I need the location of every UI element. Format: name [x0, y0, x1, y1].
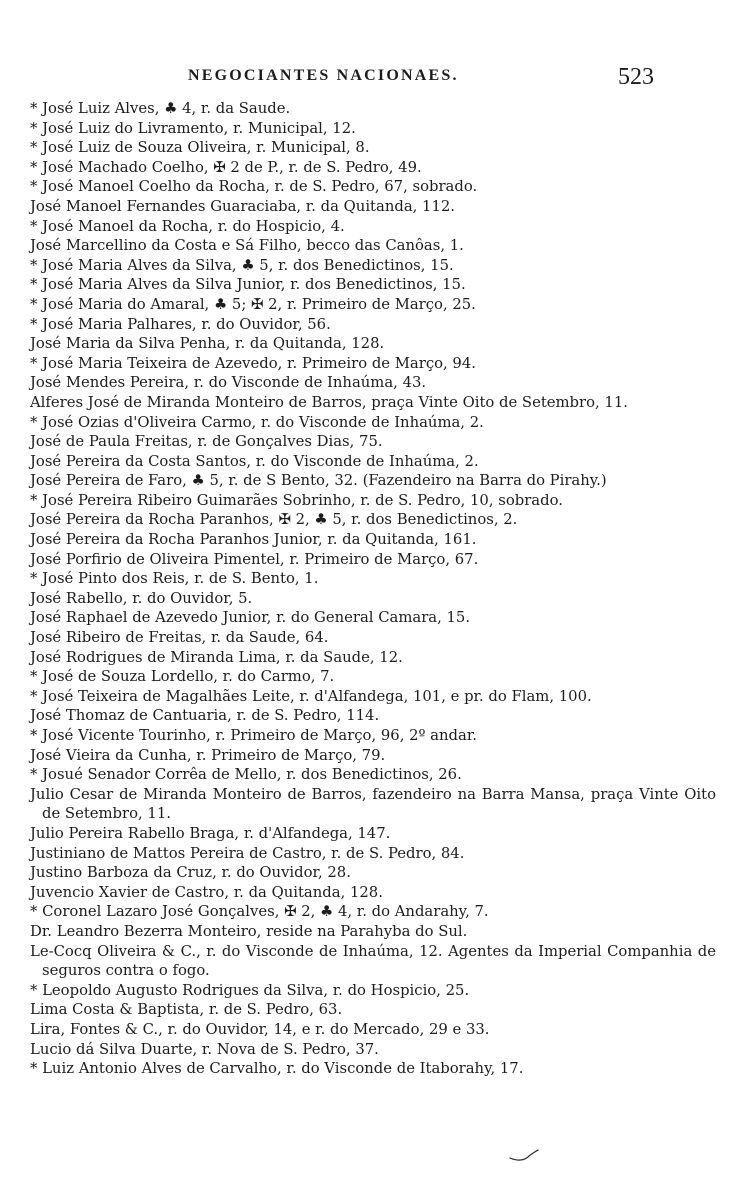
directory-entry: Julio Pereira Rabello Braga, r. d'Alfandega, 147. — [30, 824, 391, 842]
directory-entry: Justiniano de Mattos Pereira de Castro, r. de S. Pedro, 84. — [30, 844, 465, 862]
directory-entry: Julio Cesar de Miranda Monteiro de Barros, fazendeiro na Barra Mansa, praça Vinte Oito de Setembro, 11. — [30, 785, 716, 823]
directory-entry: Alferes José de Miranda Monteiro de Barros, praça Vinte Oito de Setembro, 11. — [30, 393, 628, 411]
directory-entry: Lima Costa & Baptista, r. de S. Pedro, 63. — [30, 1001, 343, 1019]
directory-entry: José Marcellino da Costa e Sá Filho, becco das Canôas, 1. — [30, 237, 464, 255]
directory-entry: * Leopoldo Augusto Rodrigues da Silva, r. do Hospicio, 25. — [30, 981, 470, 999]
directory-entry: * José Luiz do Livramento, r. Municipal, 12. — [30, 119, 356, 137]
running-head — [0, 64, 747, 95]
directory-entry: * José Machado Coelho, ✠ 2 de P., r. de S. Pedro, 49. — [30, 158, 422, 176]
directory-entry: * José Ozias d'Oliveira Carmo, r. do Visconde de Inhaúma, 2. — [30, 413, 484, 431]
page-number: 523 — [618, 64, 654, 90]
directory-entry: Juvencio Xavier de Castro, r. da Quitanda, 128. — [30, 883, 383, 901]
directory-entry: Justino Barboza da Cruz, r. do Ouvidor, 28. — [30, 864, 351, 882]
directory-entry: * José Teixeira de Magalhães Leite, r. d'Alfandega, 101, e pr. do Flam, 100. — [30, 687, 592, 705]
directory-entry: José Rabello, r. do Ouvidor, 5. — [30, 589, 253, 607]
directory-entry: José Vieira da Cunha, r. Primeiro de Março, 79. — [30, 746, 386, 764]
directory-entry: José Thomaz de Cantuaria, r. de S. Pedro, 114. — [30, 707, 380, 725]
directory-entry: José Pereira de Faro, ♣ 5, r. de S Bento, 32. (Fazendeiro na Barra do Pirahy.) — [30, 472, 607, 490]
running-title: NEGOCIANTES NACIONAES. — [188, 67, 459, 84]
directory-entry: * José Maria do Amaral, ♣ 5; ✠ 2, r. Primeiro de Março, 25. — [30, 295, 476, 313]
directory-entry: * José Manoel Coelho da Rocha, r. de S. Pedro, 67, sobrado. — [30, 178, 478, 196]
directory-entry: José Mendes Pereira, r. do Visconde de Inhaúma, 43. — [30, 374, 427, 392]
directory-entry: José Pereira da Rocha Paranhos Junior, r. da Quitanda, 161. — [30, 531, 477, 549]
directory-entry: * José Luiz Alves, ♣ 4, r. da Saude. — [30, 100, 291, 117]
directory-entry: * José Pinto dos Reis, r. de S. Bento, 1. — [30, 570, 319, 588]
directory-list — [30, 99, 716, 1079]
directory-entry: José Maria da Silva Penha, r. da Quitanda, 128. — [30, 335, 385, 353]
directory-entry: * Luiz Antonio Alves de Carvalho, r. do Visconde de Itaborahy, 17. — [30, 1060, 524, 1078]
directory-entry: * José Manoel da Rocha, r. do Hospicio, 4. — [30, 217, 345, 235]
directory-entry: * José Pereira Ribeiro Guimarães Sobrinho, r. de S. Pedro, 10, sobrado. — [30, 491, 563, 509]
directory-entry: * José Maria Alves da Silva, ♣ 5, r. dos Benedictinos, 15. — [30, 256, 454, 274]
directory-entry: * José Maria Teixeira de Azevedo, r. Primeiro de Março, 94. — [30, 354, 476, 372]
directory-entry: Lucio dá Silva Duarte, r. Nova de S. Pedro, 37. — [30, 1040, 379, 1058]
directory-entry: José Pereira da Rocha Paranhos, ✠ 2, ♣ 5, r. dos Benedictinos, 2. — [30, 511, 518, 529]
directory-entry: José Raphael de Azevedo Junior, r. do General Camara, 15. — [30, 609, 471, 627]
directory-entry: Dr. Leandro Bezerra Monteiro, reside na Parahyba do Sul. — [30, 922, 468, 940]
directory-entry: José de Paula Freitas, r. de Gonçalves Dias, 75. — [30, 433, 383, 451]
directory-entry: José Ribeiro de Freitas, r. da Saude, 64. — [30, 629, 329, 647]
directory-entry: Le-Cocq Oliveira & C., r. do Visconde de Inhaúma, 12. Agentes da Imperial Companhia de seguros contra o fogo. — [30, 942, 716, 980]
directory-entry: José Rodrigues de Miranda Lima, r. da Saude, 12. — [30, 648, 403, 666]
directory-entry: * José Luiz de Souza Oliveira, r. Municipal, 8. — [30, 139, 370, 157]
directory-entry: José Manoel Fernandes Guaraciaba, r. da Quitanda, 112. — [30, 197, 455, 215]
directory-entry: * José de Souza Lordello, r. do Carmo, 7. — [30, 668, 335, 686]
directory-entry: * Josué Senador Corrêa de Mello, r. dos Benedictinos, 26. — [30, 766, 462, 784]
directory-entry: * José Maria Alves da Silva Junior, r. dos Benedictinos, 15. — [30, 276, 466, 294]
directory-entry: * José Maria Palhares, r. do Ouvidor, 56. — [30, 315, 331, 333]
directory-entry: José Pereira da Costa Santos, r. do Visconde de Inhaúma, 2. — [30, 452, 479, 470]
directory-entry: Lira, Fontes & C., r. do Ouvidor, 14, e r. do Mercado, 29 e 33. — [30, 1020, 490, 1038]
directory-entry: * José Vicente Tourinho, r. Primeiro de Março, 96, 2º andar. — [30, 727, 477, 744]
ink-mark-icon — [508, 1149, 540, 1163]
directory-entry: José Porfirio de Oliveira Pimentel, r. Primeiro de Março, 67. — [30, 550, 479, 568]
directory-entry: * Coronel Lazaro José Gonçalves, ✠ 2, ♣ 4, r. do Andarahy, 7. — [30, 903, 489, 921]
